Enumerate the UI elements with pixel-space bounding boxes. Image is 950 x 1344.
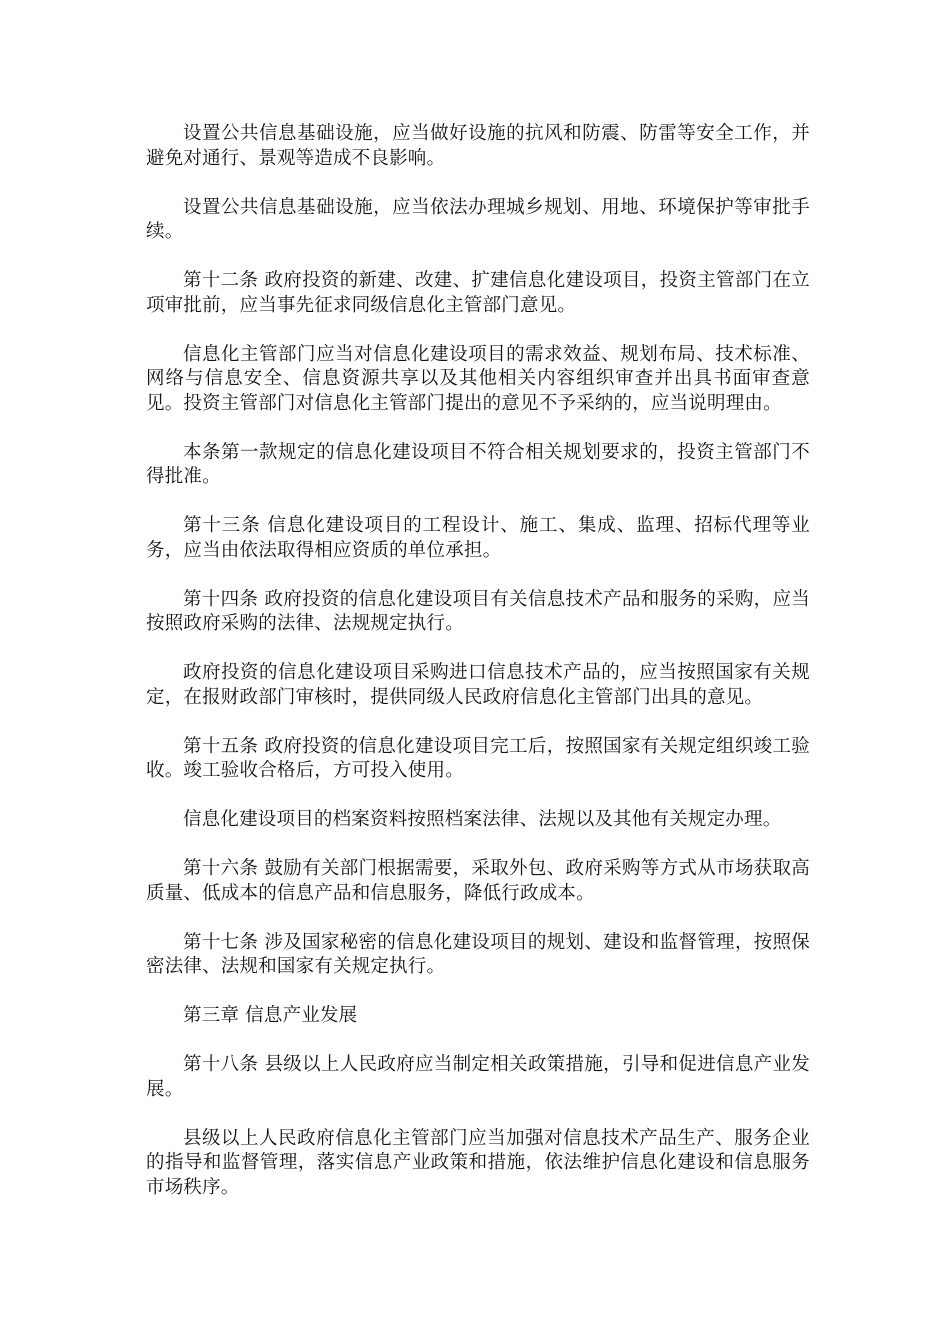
paragraph: 设置公共信息基础设施，应当依法办理城乡规划、用地、环境保护等审批手续。	[146, 196, 810, 242]
article-12-paragraph: 第十二条 政府投资的新建、改建、扩建信息化建设项目，投资主管部门在立项审批前，应当事先征求同级信息化主管部门意见。	[146, 270, 810, 316]
paragraph: 本条第一款规定的信息化建设项目不符合相关规划要求的，投资主管部门不得批准。	[146, 441, 810, 487]
paragraph: 设置公共信息基础设施，应当做好设施的抗风和防震、防雷等安全工作，并避免对通行、景观等造成不良影响。	[146, 123, 810, 169]
paragraph: 政府投资的信息化建设项目采购进口信息技术产品的，应当按照国家有关规定，在报财政部门审核时，提供同级人民政府信息化主管部门出具的意见。	[146, 662, 810, 708]
paragraph: 信息化主管部门应当对信息化建设项目的需求效益、规划布局、技术标准、网络与信息安全、信息资源共享以及其他相关内容组织审查并出具书面审查意见。投资主管部门对信息化主管部门提出的意见不予采纳的，应当说明理由。	[146, 343, 810, 414]
article-14-paragraph: 第十四条 政府投资的信息化建设项目有关信息技术产品和服务的采购，应当按照政府采购的法律、法规规定执行。	[146, 588, 810, 634]
paragraph: 县级以上人民政府信息化主管部门应当加强对信息技术产品生产、服务企业的指导和监督管理，落实信息产业政策和措施，依法维护信息化建设和信息服务市场秩序。	[146, 1127, 810, 1198]
article-13-paragraph: 第十三条 信息化建设项目的工程设计、施工、集成、监理、招标代理等业务，应当由依法取得相应资质的单位承担。	[146, 515, 810, 561]
article-18-paragraph: 第十八条 县级以上人民政府应当制定相关政策措施，引导和促进信息产业发展。	[146, 1054, 810, 1100]
article-16-paragraph: 第十六条 鼓励有关部门根据需要，采取外包、政府采购等方式从市场获取高质量、低成本的信息产品和信息服务，降低行政成本。	[146, 858, 810, 904]
paragraph: 信息化建设项目的档案资料按照档案法律、法规以及其他有关规定办理。	[183, 809, 782, 830]
article-17-paragraph: 第十七条 涉及国家秘密的信息化建设项目的规划、建设和监督管理，按照保密法律、法规和国家有关规定执行。	[146, 931, 810, 977]
article-15-paragraph: 第十五条 政府投资的信息化建设项目完工后，按照国家有关规定组织竣工验收。竣工验收合格后，方可投入使用。	[146, 735, 810, 781]
document-body	[146, 122, 810, 1225]
chapter-heading: 第三章 信息产业发展	[183, 1005, 358, 1026]
